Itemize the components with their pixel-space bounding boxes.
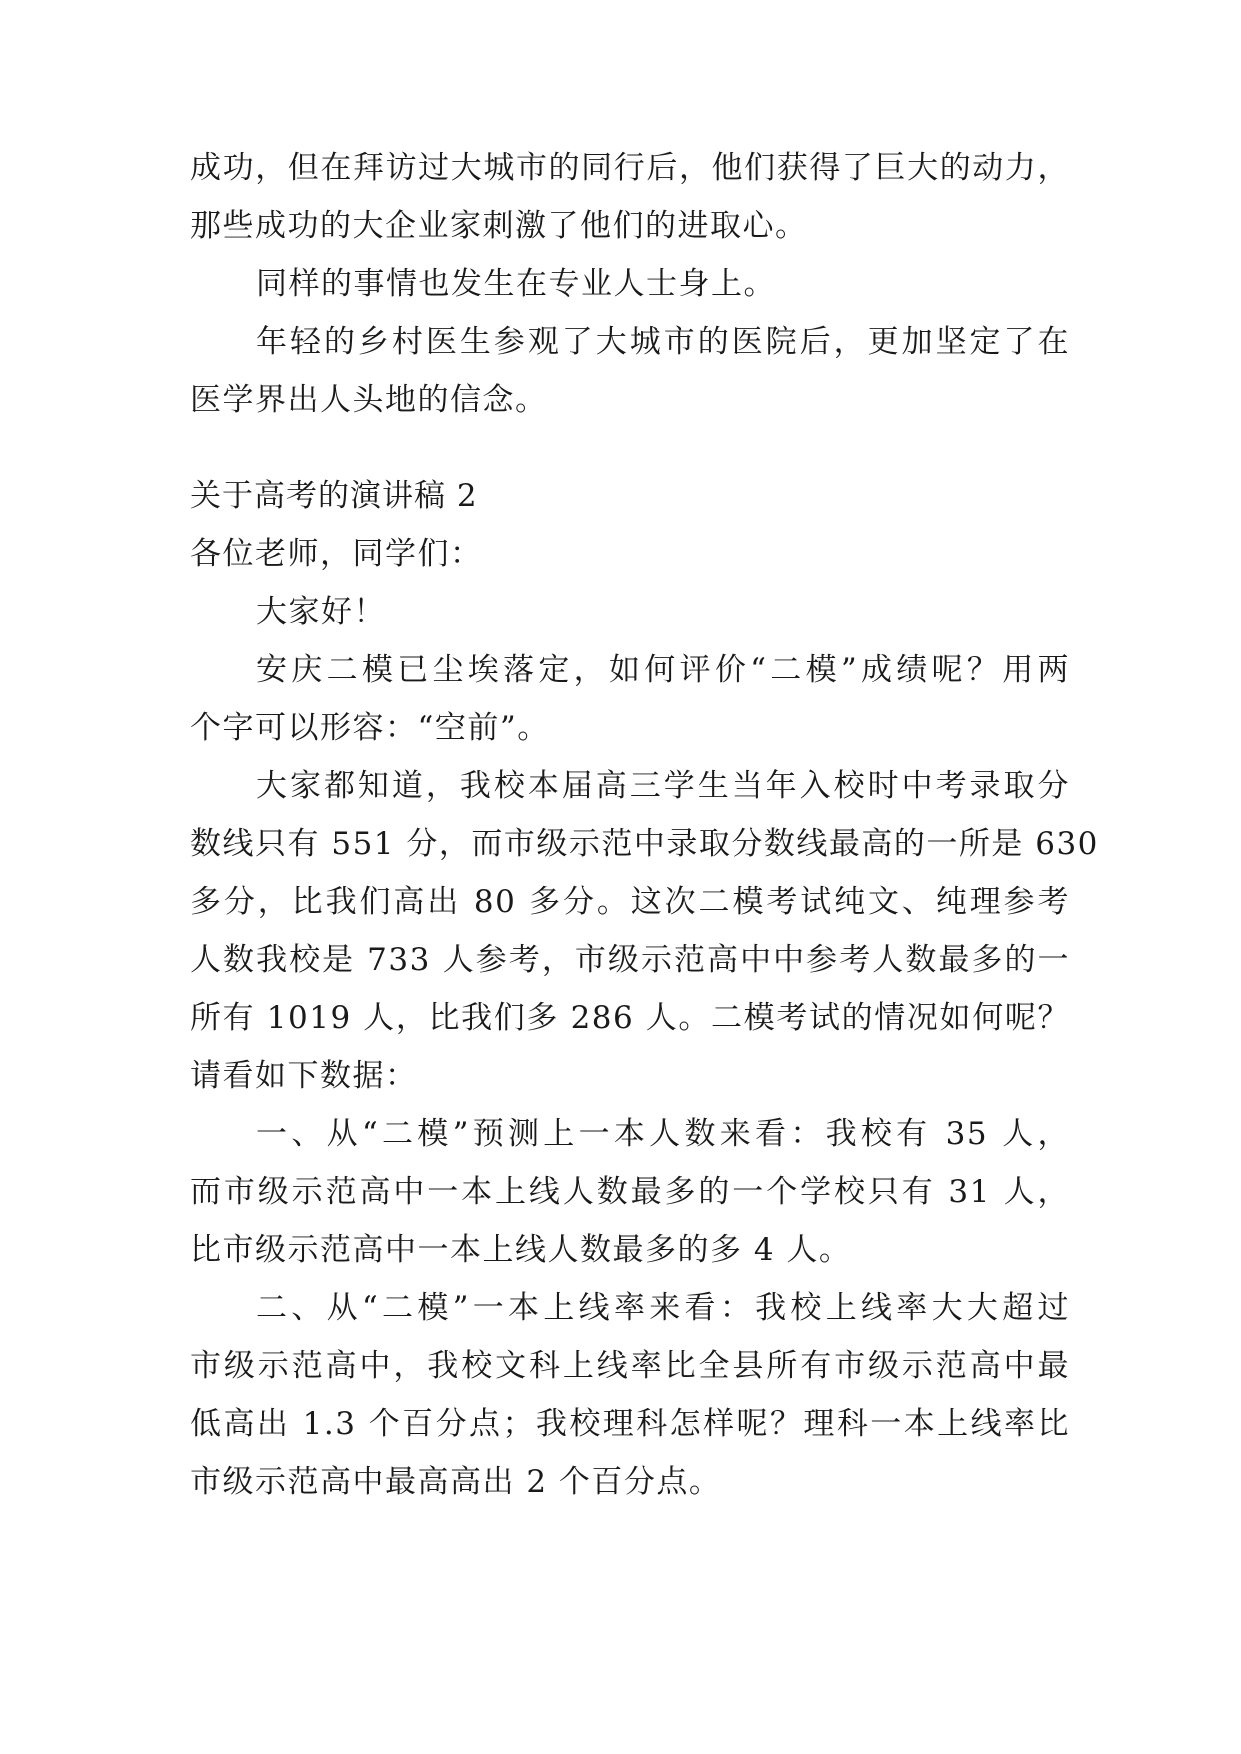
paragraph-line: 数线只有 551 分，而市级示范中录取分数线最高的一所是 630 bbox=[190, 826, 1099, 862]
paragraph-line: 同样的事情也发生在专业人士身上。 bbox=[256, 266, 776, 302]
paragraph-line: 人数我校是 733 人参考，市级示范高中中参考人数最多的一 bbox=[190, 942, 1070, 978]
paragraph-line: 请看如下数据： bbox=[190, 1058, 418, 1094]
paragraph-line: 所有 1019 人，比我们多 286 人。二模考试的情况如何呢？ bbox=[190, 1000, 1070, 1036]
paragraph-line: 二、从“二模”一本上线率来看：我校上线率大大超过 bbox=[256, 1290, 1070, 1326]
paragraph-line: 市级示范高中最高高出 2 个百分点。 bbox=[190, 1464, 722, 1500]
paragraph-line: 那些成功的大企业家刺激了他们的进取心。 bbox=[190, 208, 808, 244]
paragraph-line: 一、从“二模”预测上一本人数来看：我校有 35 人， bbox=[256, 1116, 1070, 1152]
paragraph-line: 多分，比我们高出 80 多分。这次二模考试纯文、纯理参考 bbox=[190, 884, 1070, 920]
paragraph-line: 比市级示范高中一本上线人数最多的多 4 人。 bbox=[190, 1232, 852, 1268]
greeting: 大家好！ bbox=[256, 594, 386, 630]
paragraph-line: 医学界出人头地的信念。 bbox=[190, 382, 548, 418]
paragraph-line: 年轻的乡村医生参观了大城市的医院后，更加坚定了在 bbox=[256, 324, 1070, 360]
paragraph-line: 大家都知道，我校本届高三学生当年入校时中考录取分 bbox=[256, 768, 1070, 804]
paragraph-line: 低高出 1.3 个百分点；我校理科怎样呢？理科一本上线率比 bbox=[190, 1406, 1070, 1442]
salutation: 各位老师，同学们： bbox=[190, 536, 483, 572]
paragraph-line: 安庆二模已尘埃落定，如何评价“二模”成绩呢？用两 bbox=[256, 652, 1070, 688]
section-title: 关于高考的演讲稿 2 bbox=[190, 478, 478, 514]
paragraph-line: 市级示范高中，我校文科上线率比全县所有市级示范高中最 bbox=[190, 1348, 1070, 1384]
paragraph-line: 个字可以形容：“空前”。 bbox=[190, 710, 550, 746]
paragraph-line: 成功，但在拜访过大城市的同行后，他们获得了巨大的动力， bbox=[190, 150, 1070, 186]
paragraph-line: 而市级示范高中一本上线人数最多的一个学校只有 31 人， bbox=[190, 1174, 1070, 1210]
